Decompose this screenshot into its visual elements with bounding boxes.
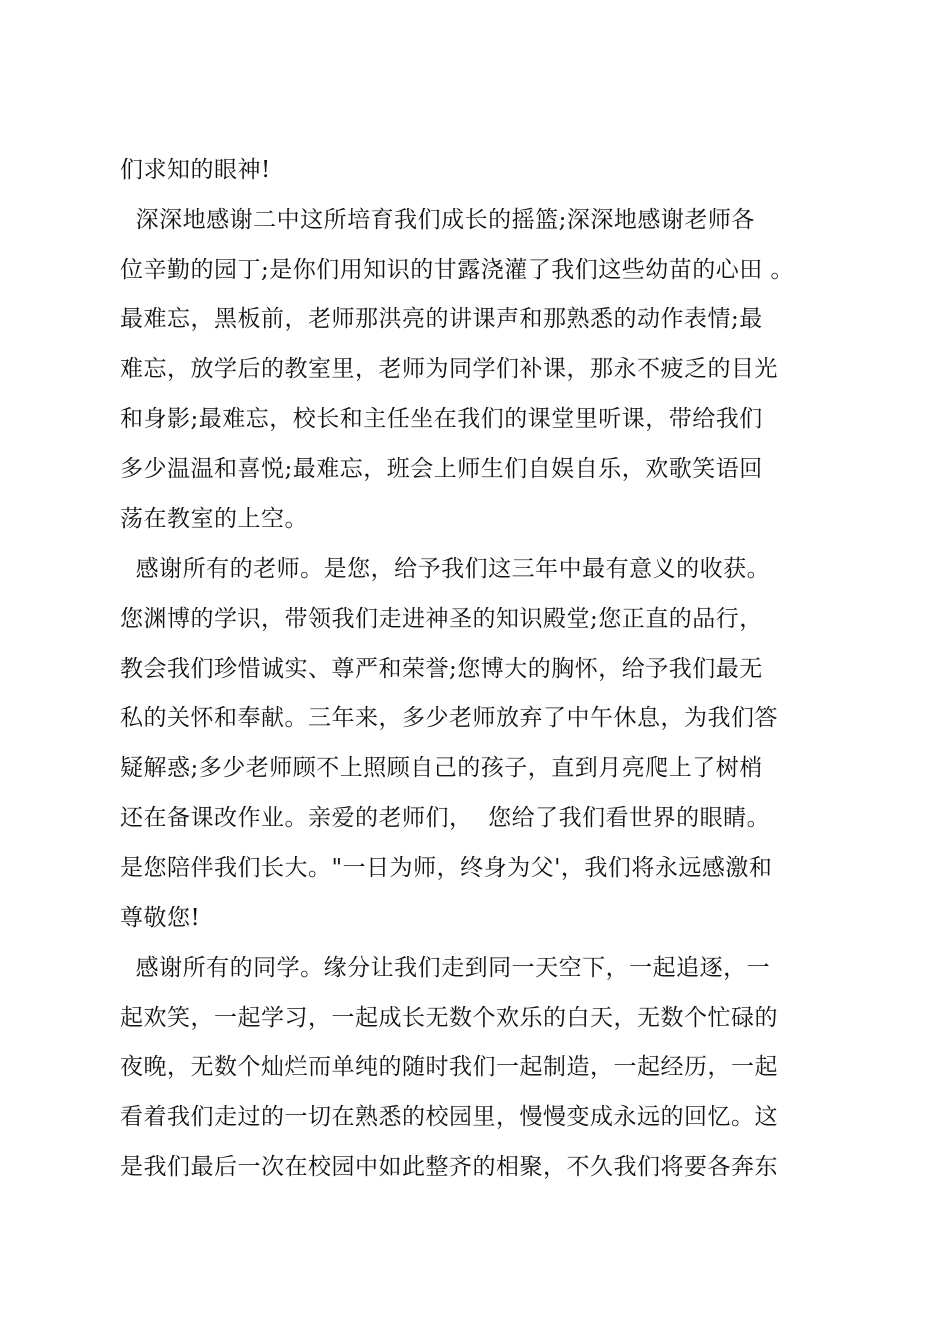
text-line: 教会我们珍惜诚实、尊严和荣誉;您博大的胸怀，给予我们最无 xyxy=(120,656,763,682)
text-line: 深深地感谢二中这所培育我们成长的摇篮;深深地感谢老师各 xyxy=(120,207,755,233)
text-line: 您渊博的学识，带领我们走进神圣的知识殿堂;您正直的品行， xyxy=(120,606,763,632)
text-line: 是您陪伴我们长大。"一日为师，终身为父'，我们将永远感激和 xyxy=(120,855,773,881)
text-line: 尊敬您! xyxy=(120,905,201,931)
text-line: 夜晚，无数个灿烂而单纯的随时我们一起制造，一起经历，一起 xyxy=(120,1054,778,1080)
text-line: 荡在教室的上空。 xyxy=(120,506,308,532)
text-line: 最难忘，黑板前，老师那洪亮的讲课声和那熟悉的动作表情;最 xyxy=(120,306,763,332)
text-line: 是我们最后一次在校园中如此整齐的相聚，不久我们将要各奔东 xyxy=(120,1154,778,1180)
text-line: 起欢笑，一起学习，一起成长无数个欢乐的白天，无数个忙碌的 xyxy=(120,1005,778,1031)
text-line: 还在备课改作业。亲爱的老师们， 您给了我们看世界的眼睛。 xyxy=(120,805,771,831)
text-line: 感谢所有的老师。是您，给予我们这三年中最有意义的收获。 xyxy=(120,556,771,582)
text-line: 多少温温和喜悦;最难忘，班会上师生们自娱自乐，欢歌笑语回 xyxy=(120,456,763,482)
text-line: 和身影;最难忘，校长和主任坐在我们的课堂里听课，带给我们 xyxy=(120,406,763,432)
text-line: 们求知的眼神! xyxy=(120,157,271,183)
text-line: 难忘，放学后的教室里，老师为同学们补课，那永不疲乏的目光 xyxy=(120,356,778,382)
text-line: 私的关怀和奉献。三年来，多少老师放弃了中午休息，为我们答 xyxy=(120,705,778,731)
text-line: 疑解惑;多少老师顾不上照顾自己的孩子，直到月亮爬上了树梢 xyxy=(120,755,763,781)
text-line: 感谢所有的同学。缘分让我们走到同一天空下，一起追逐，一 xyxy=(120,955,771,981)
text-line: 看着我们走过的一切在熟悉的校园里，慢慢变成永远的回忆。这 xyxy=(120,1104,778,1130)
text-line: 位辛勤的园丁;是你们用知识的甘露浇灌了我们这些幼苗的心田 。 xyxy=(120,257,795,283)
